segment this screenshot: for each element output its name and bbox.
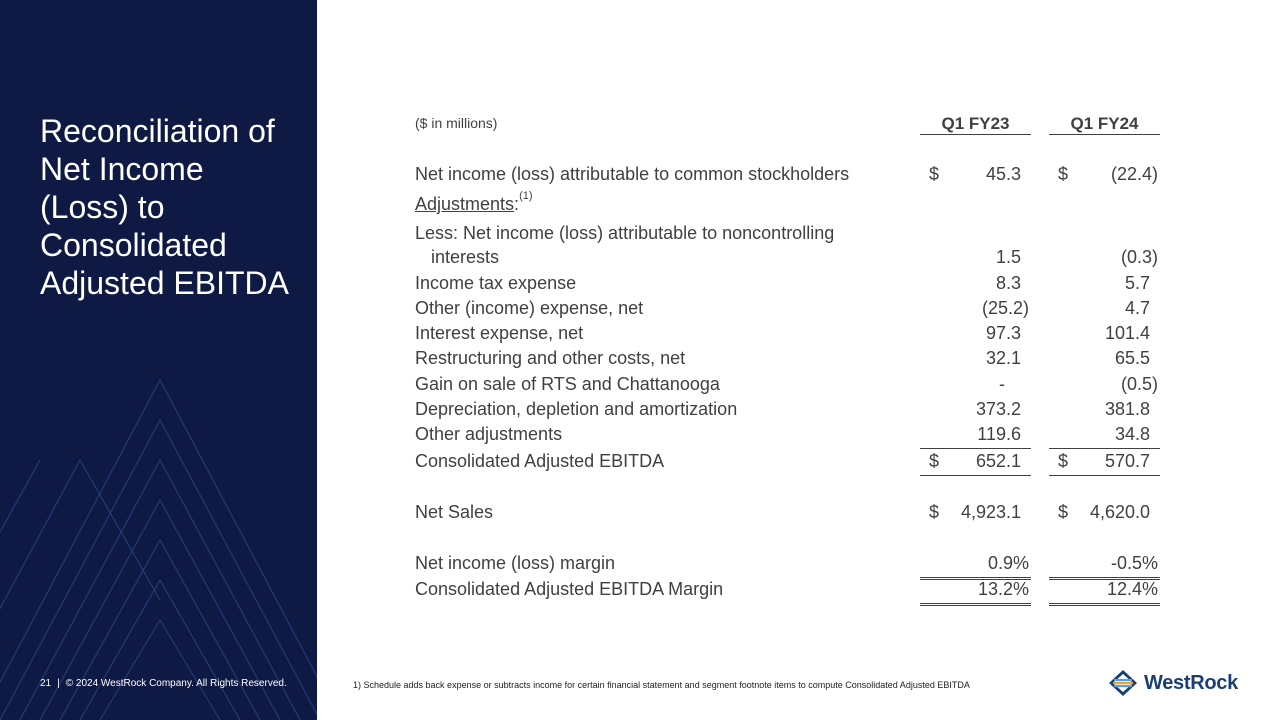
cell-value: 4,923.1 [960, 502, 1021, 522]
cell-value: 5.7 [1124, 273, 1150, 293]
cell-value: 97.3 [985, 323, 1021, 343]
cell-q1-fy24 [1049, 298, 1160, 322]
cell-q1-fy24 [1049, 579, 1160, 606]
westrock-mark-icon [1108, 668, 1138, 698]
row-label: Less: Net income (loss) attributable to noncontrolling [415, 223, 835, 243]
cell-q1-fy23 [920, 553, 1031, 580]
cell-q1-fy23 [920, 451, 1031, 476]
cell-q1-fy23 [920, 298, 1031, 322]
cell-value: 373.2 [975, 399, 1021, 419]
cell-q1-fy24 [1049, 502, 1160, 526]
table-row-adjustments [415, 190, 1175, 218]
dollar-sign: $ [1058, 502, 1069, 522]
row-label: Restructuring and other costs, net [415, 348, 686, 368]
cell-value: 381.8 [1104, 399, 1150, 419]
cell-q1-fy24 [1049, 323, 1160, 347]
column-header-q1-fy24: Q1 FY24 [1049, 114, 1160, 135]
cell-q1-fy23 [920, 424, 1031, 449]
cell-value: 4.7 [1124, 298, 1150, 318]
cell-q1-fy24 [1049, 553, 1160, 580]
table-row-adj-ebitda [415, 451, 1175, 475]
table-row-gain-sale [415, 374, 1175, 398]
logo-text: WestRock [1144, 671, 1238, 694]
cell-value: (0.5) [1120, 374, 1158, 394]
cell-value: 8.3 [995, 273, 1021, 293]
dollar-sign: $ [929, 164, 940, 184]
table-row-dda [415, 399, 1175, 423]
footer-separator: | [57, 678, 60, 689]
cell-q1-fy24 [1049, 399, 1160, 423]
table-row-ebitda-margin [415, 579, 1175, 603]
cell-value: 4,620.0 [1089, 502, 1150, 522]
table-row-restructuring [415, 348, 1175, 372]
cell-q1-fy24 [1049, 451, 1160, 476]
cell-q1-fy24 [1049, 424, 1160, 449]
cell-value: - [999, 374, 1005, 394]
footnote: 1) Schedule adds back expense or subtracts income for certain financial statement and segment footnote items to compute Consolidated Adjusted EBITDA [353, 680, 970, 690]
row-label: Depreciation, depletion and amortization [415, 399, 738, 419]
slide-title: Reconciliation of Net Income (Loss) to Consolidated Adjusted EBITDA [40, 113, 289, 301]
dollar-sign: $ [929, 451, 940, 471]
cell-value: 12.4% [1106, 579, 1158, 599]
unit-note: ($ in millions) [415, 115, 498, 131]
westrock-logo [1108, 668, 1238, 698]
row-label: Net Sales [415, 502, 494, 522]
row-label: Net income (loss) attributable to common stockholders [415, 164, 850, 184]
copyright-text: © 2024 WestRock Company. All Rights Reserved. [65, 678, 287, 689]
cell-value: (25.2) [981, 298, 1029, 318]
cell-q1-fy24 [1049, 164, 1160, 188]
cell-q1-fy23 [920, 399, 1031, 423]
cell-value: 0.9% [987, 553, 1029, 573]
table-row-interest [415, 323, 1175, 347]
row-label: Consolidated Adjusted EBITDA [415, 451, 665, 471]
row-label: interests [431, 247, 500, 267]
cell-value: 34.8 [1114, 424, 1150, 444]
table-row-ni-margin [415, 553, 1175, 577]
decorative-chevron-pattern [0, 0, 317, 720]
cell-value: (22.4) [1110, 164, 1158, 184]
cell-q1-fy23 [920, 164, 1031, 188]
cell-value: 45.3 [985, 164, 1021, 184]
cell-value: 1.5 [995, 247, 1021, 267]
cell-q1-fy24 [1049, 247, 1160, 271]
cell-q1-fy23 [920, 348, 1031, 372]
table-row-nci-line1 [415, 223, 1175, 247]
cell-value: 32.1 [985, 348, 1021, 368]
dollar-sign: $ [929, 502, 940, 522]
cell-value: 65.5 [1114, 348, 1150, 368]
row-label: Interest expense, net [415, 323, 584, 343]
cell-q1-fy24 [1049, 348, 1160, 372]
cell-value: 570.7 [1104, 451, 1150, 471]
table-row-net-income [415, 164, 1175, 188]
table-row-income-tax [415, 273, 1175, 297]
row-label: Income tax expense [415, 273, 577, 293]
row-label: Other adjustments [415, 424, 563, 444]
dollar-sign: $ [1058, 164, 1069, 184]
slide-footer [40, 678, 287, 689]
cell-q1-fy23 [920, 273, 1031, 297]
table-row-nci-line2 [415, 247, 1175, 271]
cell-value: 101.4 [1104, 323, 1150, 343]
cell-q1-fy23 [920, 502, 1031, 526]
row-label: Gain on sale of RTS and Chattanooga [415, 374, 720, 394]
table-row-net-sales [415, 502, 1175, 526]
left-title-panel [0, 0, 317, 720]
cell-value: 119.6 [977, 424, 1021, 444]
row-label: Net income (loss) margin [415, 553, 616, 573]
cell-value: 13.2% [977, 579, 1029, 599]
row-label: Other (income) expense, net [415, 298, 644, 318]
table-row-other-income [415, 298, 1175, 322]
row-label: Consolidated Adjusted EBITDA Margin [415, 579, 724, 599]
cell-q1-fy23 [920, 579, 1031, 606]
table-row-other-adjustments [415, 424, 1175, 448]
cell-value: 652.1 [975, 451, 1021, 471]
cell-q1-fy23 [920, 323, 1031, 347]
page-number: 21 [40, 678, 52, 689]
cell-value: -0.5% [1110, 553, 1158, 573]
cell-q1-fy24 [1049, 273, 1160, 297]
cell-q1-fy23 [920, 247, 1031, 271]
cell-value: (0.3) [1120, 247, 1158, 267]
dollar-sign: $ [1058, 451, 1069, 471]
column-header-q1-fy23: Q1 FY23 [920, 114, 1031, 135]
cell-q1-fy23 [920, 374, 1031, 398]
adjustments-heading: Adjustments:$^{(1)}$ [415, 190, 533, 214]
cell-q1-fy24 [1049, 374, 1160, 398]
